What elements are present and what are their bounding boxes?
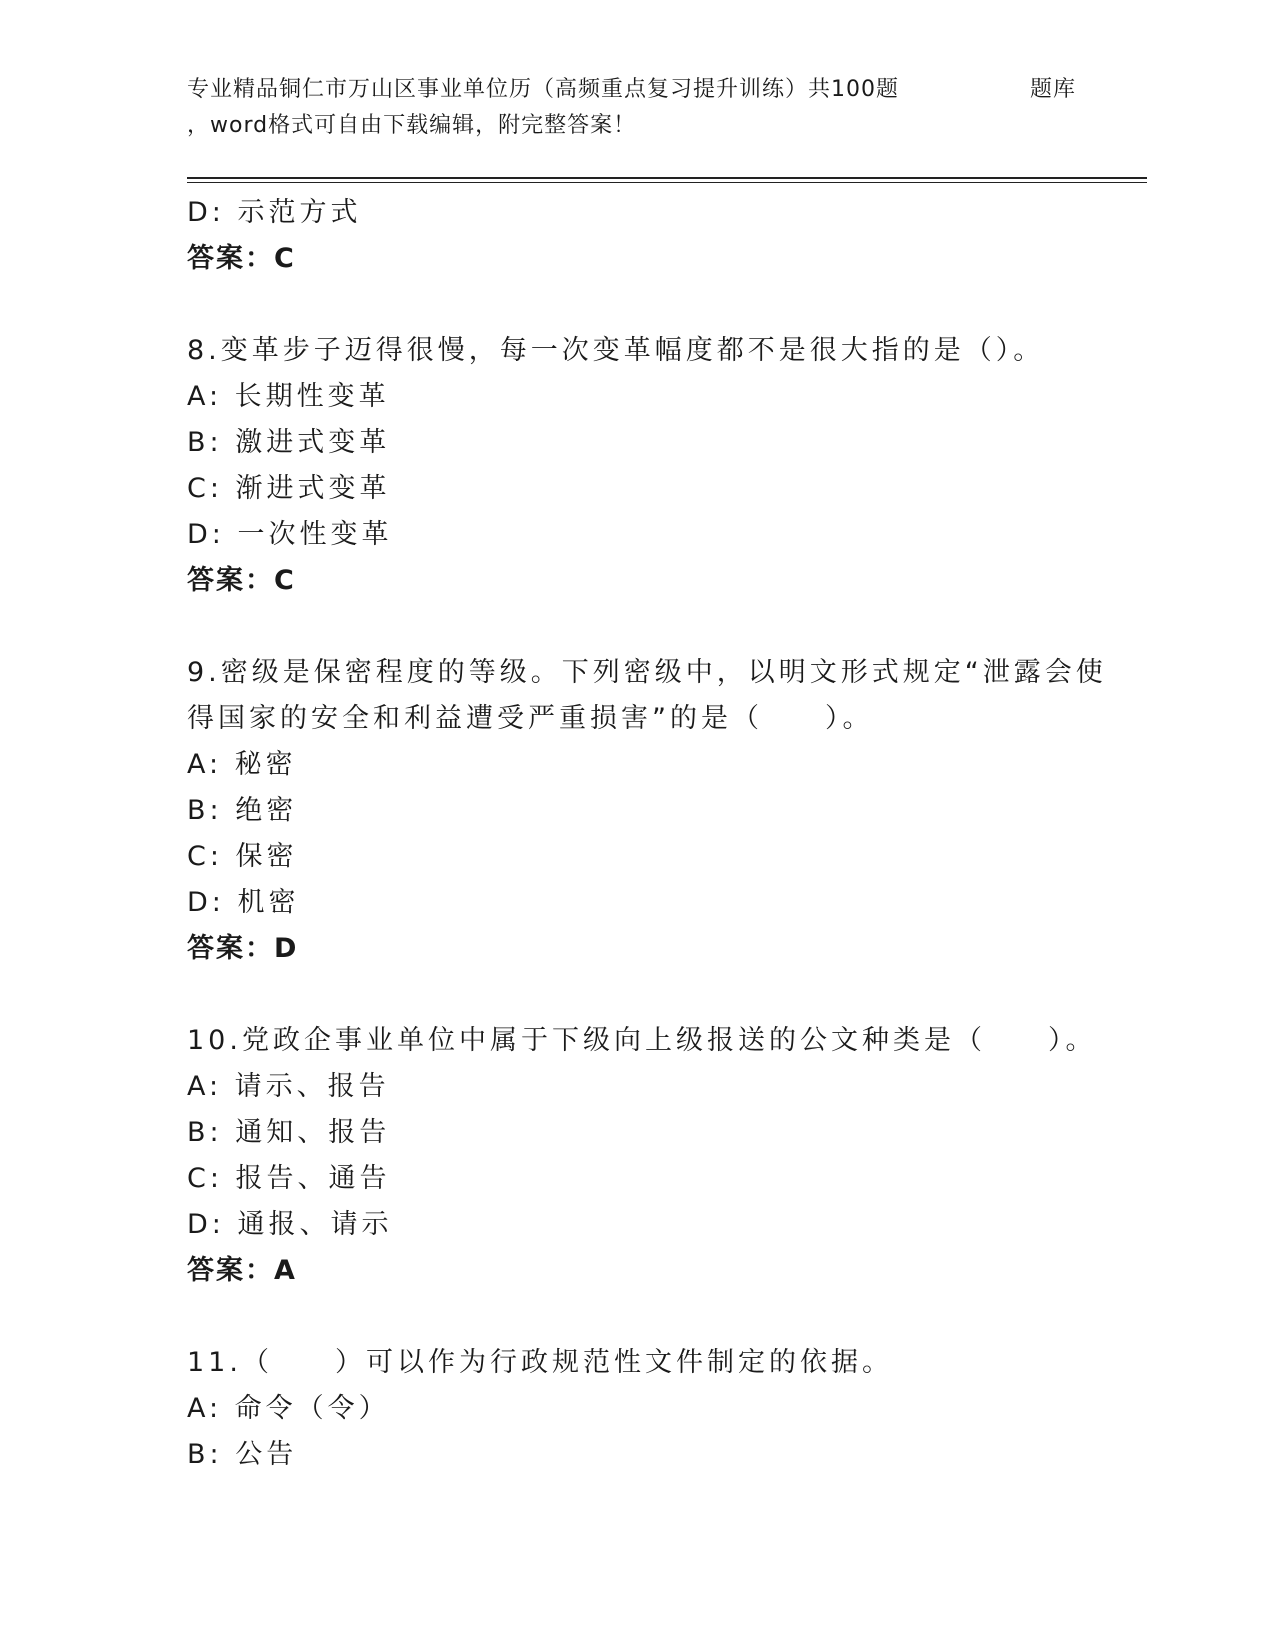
spacer <box>187 972 1087 1018</box>
option-b: B: 公告 <box>187 1439 298 1470</box>
question-8 <box>187 328 1087 604</box>
question-text: 10.党政企事业单位中属于下级向上级报送的公文种类是（ ）。 <box>187 1025 1097 1056</box>
option-a: A: 长期性变革 <box>187 381 390 412</box>
option-b: B: 绝密 <box>187 795 298 826</box>
spacer <box>187 282 1087 328</box>
option-d: D: 机密 <box>187 887 300 918</box>
page-header <box>187 72 1147 144</box>
option-c: C: 渐进式变革 <box>187 473 391 504</box>
option-b: B: 通知、报告 <box>187 1117 391 1148</box>
option-c: C: 保密 <box>187 841 298 872</box>
spacer <box>187 1294 1087 1340</box>
question-text: 8.变革步子迈得很慢，每一次变革幅度都不是很大指的是（）。 <box>187 335 1045 366</box>
header-rule-thin <box>187 182 1147 183</box>
option-a: A: 命令（令） <box>187 1393 390 1424</box>
option-a: A: 请示、报告 <box>187 1071 390 1102</box>
option-d-prev: D: 示范方式 <box>187 197 362 228</box>
answer-prev: 答案：C <box>187 243 296 274</box>
answer: 答案：C <box>187 565 296 596</box>
header-rule-thick <box>187 177 1147 179</box>
option-a: A: 秘密 <box>187 749 297 780</box>
question-text-line1: 9.密级是保密程度的等级。下列密级中，以明文形式规定“泄露会使 <box>187 657 1107 688</box>
option-d: D: 通报、请示 <box>187 1209 393 1240</box>
header-tag: 题库 <box>1030 77 1077 102</box>
question-text-line2: 得国家的安全和利益遭受严重损害”的是（ ）。 <box>187 703 874 734</box>
answer: 答案：A <box>187 1255 297 1286</box>
question-11 <box>187 1340 1087 1478</box>
question-10 <box>187 1018 1097 1294</box>
question-text: 11.（ ）可以作为行政规范性文件制定的依据。 <box>187 1347 893 1378</box>
header-title: 专业精品铜仁市万山区事业单位历（高频重点复习提升训练）共100题 <box>187 77 899 102</box>
header-subtitle: ，word格式可自由下载编辑，附完整答案！ <box>187 113 637 138</box>
document-body <box>187 190 1107 1478</box>
option-d: D: 一次性变革 <box>187 519 393 550</box>
option-c: C: 报告、通告 <box>187 1163 391 1194</box>
option-b: B: 激进式变革 <box>187 427 391 458</box>
question-9 <box>187 650 1107 972</box>
answer: 答案：D <box>187 933 299 964</box>
spacer <box>187 604 1087 650</box>
